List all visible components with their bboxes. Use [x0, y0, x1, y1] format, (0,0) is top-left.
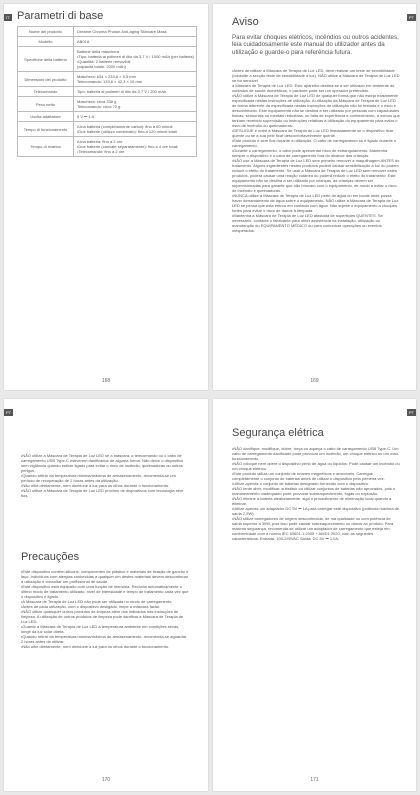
- list-item: •NÃO utilize quaisquer outros produtos de limpeza além dos indicados nas instruções de limpeza. A utilização de outros produtos de limpeza pode danificar a Máscara de Terapia de Luz LED.: [21, 609, 184, 624]
- language-tag: PT: [6, 410, 12, 415]
- spec-value: [74, 122, 197, 137]
- language-tag: IT: [6, 15, 10, 20]
- spec-key: Specifiche della batteria: [18, 47, 74, 72]
- spec-value: [74, 72, 197, 87]
- page-169: [213, 4, 416, 390]
- spec-value: [74, 137, 197, 157]
- list-item: •Antes de cada utilização, com o dispositivo desligado, limpe a máscara facial.: [21, 604, 161, 609]
- spec-value: [74, 37, 197, 47]
- spec-value-line: Dreame Chroma Photon Anti-aging Skincare Mask: [77, 29, 167, 34]
- spec-key: Tempo di ricarica: [18, 137, 74, 157]
- spec-value: [74, 97, 197, 112]
- list-item: •NÃO elimine a bateria aleatoriamente, siga o procedimento de eliminação local quando a eliminar.: [232, 496, 392, 506]
- page-171: [213, 399, 416, 791]
- spec-key: Tempo di funzionamento: [18, 122, 74, 137]
- spec-value-line: Telecomando: 133,6 × 42,3 × 19 mm: [77, 79, 143, 84]
- spec-row: [18, 47, 197, 72]
- spec-value-line: •Quantità: 2 batterie removibili: [77, 59, 131, 64]
- spec-row: [18, 37, 197, 47]
- list-item: •Antes de utilizar a Máscara de Terapia de Luz LED, deve realizar um teste de sensibilidade (consulte a secção teste de sensibilidade à luz). NÃO utilize a Máscara de Terapia de Luz LED se for sensível: [232, 68, 400, 83]
- list-item: a utilização e consultar um profissional de saúde.: [21, 579, 109, 584]
- spec-value-line: Maschera: circa 338 g: [77, 99, 117, 104]
- spec-value-line: (capacità totale: 2000 mAh): [77, 64, 126, 69]
- spec-key: Uscita adattatore: [18, 112, 74, 122]
- page-number: 169: [310, 378, 319, 384]
- spec-value: [74, 27, 197, 37]
- spec-value: [74, 112, 197, 122]
- list-item: •Este dispositivo contém silicone, componentes de plástico e materiais de fixação de gancho e laço. Indivíduos com alergias conhecidas a qualquer um destes materiais devem descontinuar: [21, 569, 189, 579]
- warning-intro: Para evitar choques elétricos, incêndios ou outros acidentes, leia cuidadosamente este manual do utilizador antes da utilização e guarde-o para referência futura.: [232, 34, 399, 56]
- list-item: •Quando retirar da temperatura mínima/máxima de armazenamento, recomenda-se aguardar 2 horas antes de utilizar.: [21, 634, 187, 644]
- spec-row: [18, 27, 197, 37]
- page-title: Aviso: [232, 16, 259, 28]
- spec-row: [18, 72, 197, 87]
- spec-value-line: •Due batterie (caricate separatamente): fino a 4 ore totali: [77, 144, 178, 149]
- list-item: •Este produto utiliza um conjunto de ímanes magnéticos e amovíveis. Carregue completamente o conjunto de baterias antes de utilizar o dispositivo pela primeira vez.: [232, 471, 385, 481]
- language-tag: PT: [408, 410, 414, 415]
- spec-value: [74, 87, 197, 97]
- list-item: •DESLIGUE e retire a Máscara de Terapia de Luz LED imediatamente se o dispositivo ficar quente ou se a sua pele ficar desconfortavelmente quente.: [232, 128, 394, 138]
- page-170: [4, 399, 208, 791]
- page-number: 168: [101, 378, 111, 384]
- list-item: •NÃO utilize a Máscara de Terapia de Luz LED próximo de dispositivos com tecnologia sem fios.: [21, 488, 184, 498]
- spec-row: [18, 122, 197, 137]
- precautions-list: [21, 569, 189, 649]
- list-item: •NÃO utilize a Máscara de Terapia de Luz LED de qualquer forma que não esteja exatamente especificada nestas instruções de utilização. A utilização da Máscara de Terapia de Luz LED de forma diferente da especificada nestas instruções de utilização não foi testada e o risco é desconhecido. Este equipamento não se destina a ser utilizado por pessoas com capacidades físicas, sensoriais ou mentais reduzidas, ou falta de experiência e conhecimento, a menos que tenham recebido supervisão ou instruções relativas à utilização do equipamento para evitar o risco de incêndio ou queimaduras.: [232, 93, 400, 128]
- spec-value: [74, 47, 197, 72]
- spec-value-line: Batterie della maschera: [77, 49, 120, 54]
- page-number: 171: [310, 777, 319, 783]
- warning-list: [232, 68, 400, 233]
- list-item: •Este dispositivo está equipado com uma função de memória. Recorda automaticamente o último modo de tratamento utilizado, nível de intensidade e tempo de tratamento cada vez que: [21, 584, 189, 594]
- list-item: o dispositivo é ligado.: [21, 594, 60, 599]
- list-item: •Durante o carregamento, o cabo pode apresentar risco de estrangulamento. Mantenha sempre o dispositivo e o cabo de carregamento fora do alcance das crianças.: [232, 148, 388, 158]
- spec-value-line: AB01A: [77, 39, 90, 44]
- spec-value-line: Maschera: 634 × 233,8 × 5,5 mm: [77, 74, 136, 79]
- spec-value-line: •Due batterie (utilizzo combinato): fino a 120 minuti totali: [77, 129, 177, 134]
- section-title: Segurança elétrica: [232, 427, 324, 439]
- list-item: •Não olhe diretamente, nem direcione a luz para os olhos durante o funcionamento.: [21, 483, 170, 488]
- language-tag: PT: [408, 15, 414, 20]
- list-item: à Máscara de Terapia de Luz LED. Este aparelho destina-se a ser utilizado em ambiente de cuidados de saúde domésticos, o paciente pode ser um operador pretendido.: [232, 83, 395, 93]
- list-item: •NÃO utilize carregadores de origem desconhecida, de má qualidade ou com potência de saída superior a 30W, pois isso pode causar sobreaquecimento ou danos ao produto. Para máxima segurança, recomenda-se utilizar um adaptador de carregamento que esteja em conformidade com a norma IEC 60601-1:2005 + AMD1:2020, com as seguintes características: Entrada: 100-240VAC Saída: DC 5V ⎓ 1,0A.: [232, 516, 394, 541]
- list-item: •A Máscara de Terapia de Luz LED não pode ser utilizada no modo de carregamento.: [21, 599, 173, 604]
- spec-row: [18, 137, 197, 157]
- spec-row: [18, 112, 197, 122]
- list-item: •Mantenha a Máscara de Terapia de Luz LED afastada de superfícies QUENTES. Se necessário, contacte o fabricante para obter assistência na instalação, utilização ou manutenção do EQUIPAMENTO MÉDICO ou para comunicar operações ou eventos inesperados.: [232, 213, 383, 233]
- list-item: •NÃO coloque nem opere o dispositivo perto de água ou líquidos. Pode causar um incêndio ou um choque elétrico.: [232, 461, 400, 471]
- spec-key: Telecomando: [18, 87, 74, 97]
- spec-row: [18, 87, 197, 97]
- list-item: •Quando retirar da temperatura mínima/máxima de armazenamento, recomenda-se um período de recuperação de 2 horas antes da utilização.: [21, 473, 176, 483]
- list-item: •NÃO utilize a Máscara de Terapia de Luz LED se a máscara, o telecomando ou o cabo de carregamento USB Type-C estiverem danificados de alguma forma. Não deixe o dispositivo sem vigilância quando estiver ligado para evitar o risco de incêndio, queimaduras ou outros perigos.: [21, 453, 184, 473]
- list-item: •Não olhe diretamente, nem direcione a luz para os olhos durante o funcionamento.: [21, 644, 170, 649]
- list-item: •Este produto é sem fios durante a utilização. O cabo de carregamento só é ligado durante o carregamento.: [232, 138, 397, 148]
- page-number: 170: [101, 777, 111, 783]
- list-item: •Utilize apenas o conjunto de baterias designado fornecido com o dispositivo.: [232, 481, 370, 486]
- spec-value-line: 5 V ⎓ 1 A: [77, 114, 95, 119]
- spec-key: Nome del prodotto: [18, 27, 74, 37]
- spec-value-line: Tipo: batteria ai polimeri di litio da 3,7 V / 200 mAh: [77, 89, 167, 94]
- warning-list-continued: [21, 453, 189, 498]
- spec-key: Peso netto: [18, 97, 74, 112]
- spec-value-line: Telecomando: circa 72 g: [77, 104, 121, 109]
- list-item: •Utilize apenas um adaptador DC 5V ⎓ 1A para carregar este dispositivo (potência máxima de saída 2,5W).: [232, 506, 400, 516]
- list-item: •NÃO tente abrir, modificar, substituir ou utilizar conjuntos de baterias não aprovados, pois o manuseamento inadequado pode provocar sobreaquecimento, fugas ou explosão.: [232, 486, 396, 496]
- spec-value-line: •Una batteria: fino a 2 ore: [77, 139, 123, 144]
- page-168: [4, 4, 208, 390]
- list-item: •Guarde a Máscara de Terapia de Luz LED à temperatura ambiente em condições secas, longe da luz solar direta.: [21, 624, 180, 634]
- list-item: •NUNCA utilize a Máscara de Terapia de Luz LED perto de água ou em locais onde possa haver derramamento de água sobre o equipamento. NÃO utilize a Máscara de Terapia de Luz LED se pensa que esta entrou em contacto com água. Não sujeite o equipamento a choques fortes para evitar o risco de danos à lâmpada.: [232, 193, 399, 213]
- spec-value-line: •Tipo: batteria ai polimeri di litio da 3,7 V / 1000 mAh (per batteria): [77, 54, 194, 59]
- section-title: Precauções: [21, 551, 80, 563]
- spec-table: [17, 26, 197, 157]
- spec-key: Dimensioni del prodotto: [18, 72, 74, 87]
- spec-value-line: •Una batteria (completamente carica): fino a 60 minuti: [77, 124, 173, 129]
- spec-row: [18, 97, 197, 112]
- list-item: •NÃO use a Máscara de Terapia de Luz LED sem primeiro remover a maquilhagem ANTES do tratamento. Alguns ingredientes nestes produtos podem causar sensibilização à luz ou podem reduzir o efeito do tratamento. Se usar a Máscara de Terapia de Luz LED sem remover estes produtos, poderá causar uma reação cutânea ou poderá reduzir o efeito do tratamento. Este equipamento não se destina a ser utilizado por crianças, as crianças devem ser supervisionadas para garantir que não brincam com o equipamento, de modo a evitar o risco de incêndio e queimaduras.: [232, 158, 400, 193]
- spec-value-line: •Telecomando: fino a 2 ore: [77, 149, 125, 154]
- list-item: •NÃO danifique, modifique, dobre, torça ou aqueça o cabo de carregamento USB Type-C. Um cabo de carregamento danificado pode provocar um incêndio, um choque elétrico ou um mau funcionamento.: [232, 446, 399, 461]
- page-title: Parametri di base: [17, 10, 104, 22]
- electrical-safety-list: [232, 446, 400, 541]
- spec-key: Modello: [18, 37, 74, 47]
